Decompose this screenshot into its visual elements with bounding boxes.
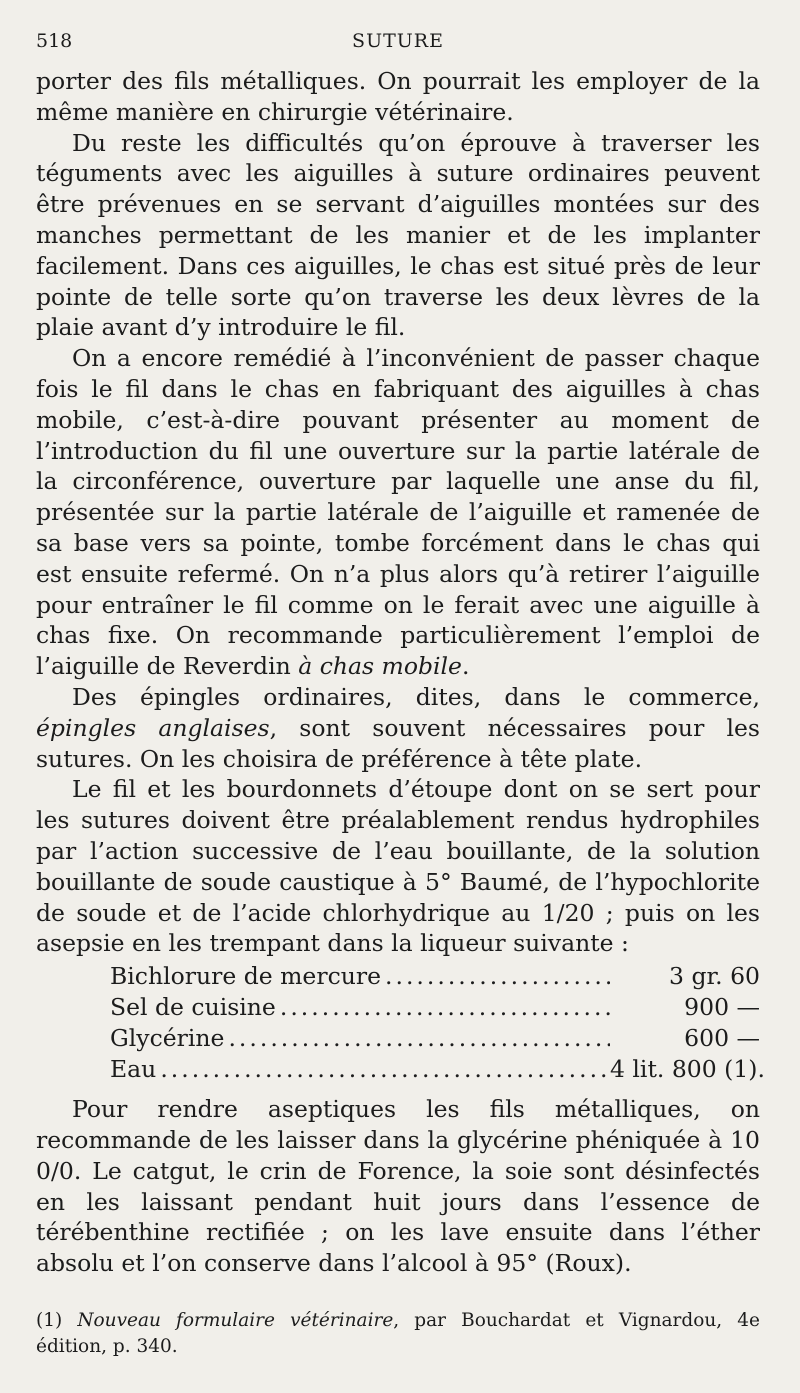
paragraph-4-italic: épingles anglaises — [36, 713, 270, 742]
leader-dots — [224, 1023, 610, 1054]
paragraph-6: Pour rendre aseptiques les fils métalliques, on recommande de les laisser dans la glycérine phéniquée à 10 0/0. Le catgut, le crin de Forence, la soie sont désinfectés en les laissant pendant huit jours dans l’essence de térébenthine rectifiée ; on les lave ensuite dans l’éther absolu et l’on conserve dans l’alcool à 95° (Roux). — [36, 1095, 760, 1278]
paragraph-5: Le fil et les bourdonnets d’étoupe dont on se sert pour les sutures doivent être préalablement rendus hydrophiles par l’action successive de l’eau bouillante, de la solution bouillante de soude caustique à 5° Baumé, de l’hypochlorite de soude et de l’acide chlorhydrique au 1/20 ; puis on les asepsie en les trempant dans la liqueur suivante : — [36, 775, 760, 958]
running-title: SUTURE — [352, 30, 444, 52]
footnote-text: , par Bouchardat et Vignardou, 4e édition, p. 340. — [36, 1310, 761, 1357]
recipe-ingredient: Sel de cuisine — [110, 992, 276, 1021]
page-number: 518 — [36, 30, 73, 52]
recipe-ingredient: Glycérine — [110, 1023, 225, 1052]
recipe-ingredient: Eau — [110, 1054, 157, 1083]
paragraph-3 — [36, 343, 760, 682]
recipe-ingredient: Bichlorure de mercure — [110, 962, 382, 991]
recipe-row — [110, 1023, 760, 1054]
recipe-row — [110, 961, 760, 992]
paragraph-1: porter des fils métalliques. On pourrait les employer de la même manière en chirurgie vétérinaire. — [36, 67, 760, 126]
footnote-marker: (1) — [36, 1310, 78, 1331]
recipe-row — [110, 1054, 765, 1085]
leader-dots — [156, 1054, 610, 1085]
paragraph-4-end: , sont souvent nécessaires pour les sutures. On les choisira de préférence à tête plate. — [36, 713, 760, 773]
leader-dots — [276, 992, 610, 1023]
paragraph-4 — [36, 682, 760, 774]
page-header — [36, 30, 760, 60]
recipe-row — [110, 992, 760, 1023]
paragraph-2: Du reste les difficultés qu’on éprouve à traverser les téguments avec les aiguilles à suture ordinaires peuvent être prévenues en se servant d’aiguilles montées sur des manches permettant de les manier et de les implanter facilement. Dans ces aiguilles, le chas est situé près de leur pointe de telle sorte qu’on traverse les deux lèvres de la plaie avant d’y introduire le fil. — [36, 128, 760, 342]
footnote-title: Nouveau formulaire vétérinaire — [77, 1310, 394, 1331]
recipe-quantity: 600 — — [684, 1023, 760, 1052]
recipe-quantity: 3 gr. 60 — [669, 962, 760, 991]
paragraph-3-italic: à chas mobile — [298, 652, 462, 681]
page-body — [36, 66, 765, 1279]
leader-dots — [381, 961, 610, 992]
paragraph-3-text: On a encore remédié à l’inconvénient de passer chaque fois le fil dans le chas en fabriquant des aiguilles à chas mobile, c’est-à-dire pouvant présenter au moment de l’introduction du fil une ouverture sur la partie latérale de la circonférence, ouverture par laquelle une anse du fil, présentée sur la partie latérale de l’aiguille et ramenée de sa base vers sa pointe, tombe forcément dans le chas qui est ensuite refermé. On n’a plus alors qu’à retirer l’aiguille pour entraîner le fil comme on le ferait avec une aiguille à chas fixe. On recommande particulièrement l’emploi de l’aiguille de Reverdin — [36, 344, 760, 681]
recipe-quantity: 4 lit. 800 (1). — [610, 1054, 765, 1083]
footnote — [36, 1308, 760, 1360]
recipe-list — [110, 961, 765, 1084]
paragraph-3-end: . — [461, 652, 470, 681]
paragraph-4-text: Des épingles ordinaires, dites, dans le commerce, — [72, 682, 760, 711]
recipe-quantity: 900 — — [684, 992, 760, 1021]
